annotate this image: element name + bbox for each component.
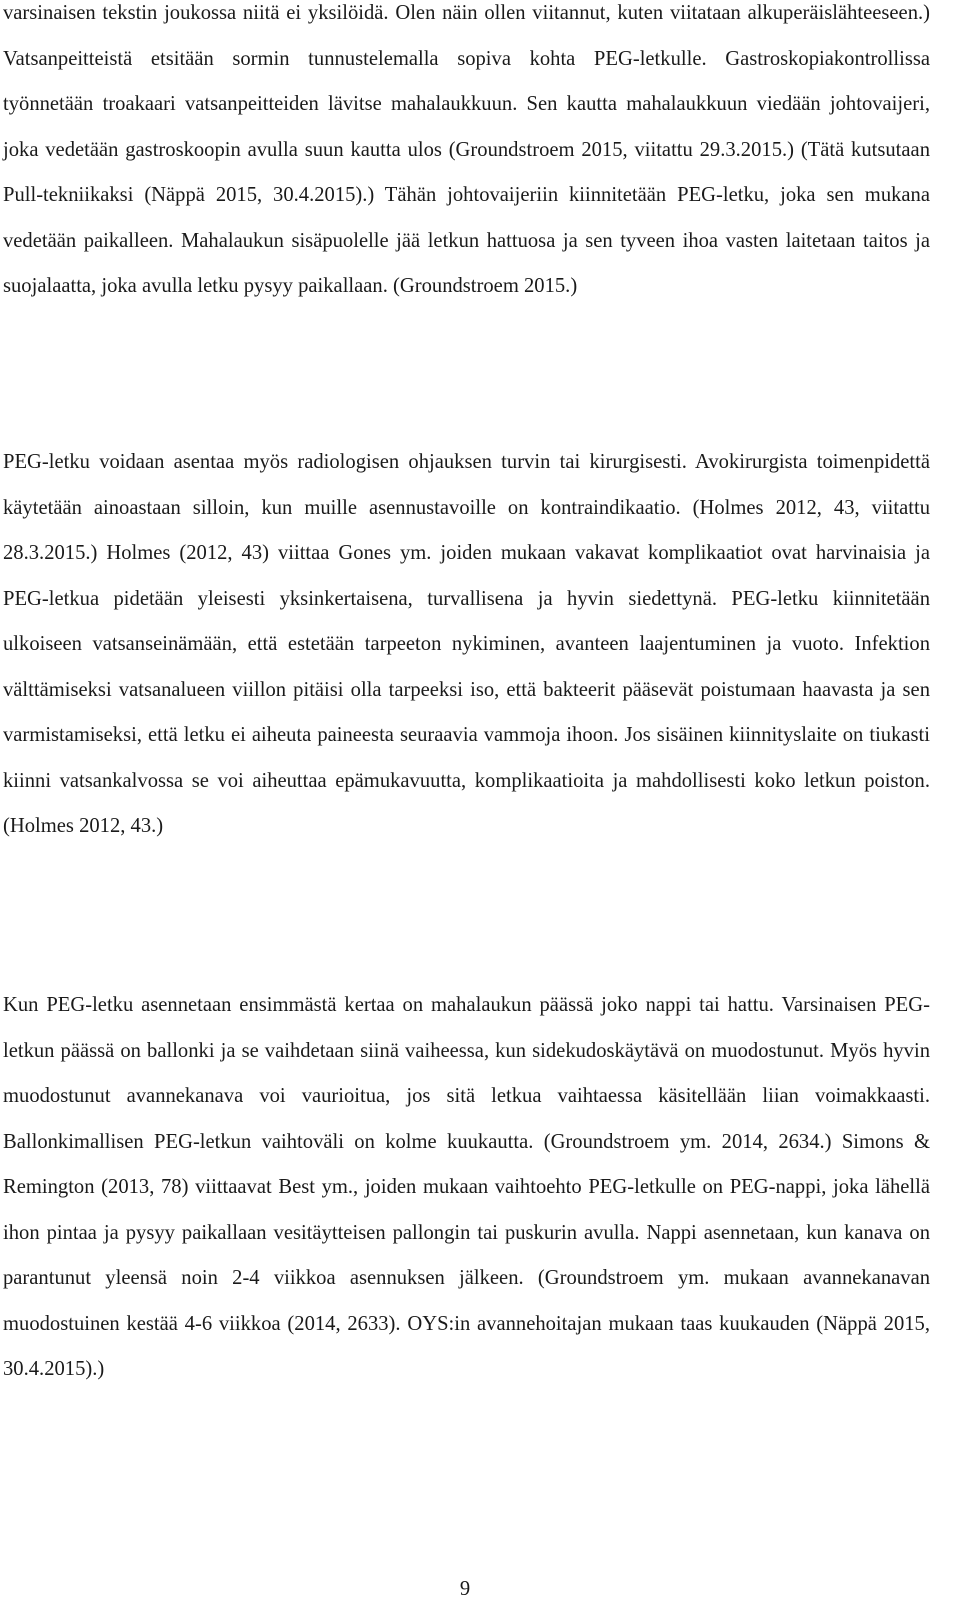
page-number: 9 <box>459 1578 471 1600</box>
paragraph-radiological-surgical: PEG-letku voidaan asentaa myös radiologisen ohjauksen turvin tai kirurgisesti. Avokirurgista toimenpidettä käytetään ainoastaan silloin, kun muille asennustavoille on kontraindikaatio. (Holmes 2012, 43, viitattu 28.3.2015.) Holmes (2012, 43) viittaa Gones ym. joiden mukaan vakavat komplikaatiot ovat harvinaisia ja PEG-letkua pidetään yleisesti yksinkertaisena, turvallisena ja hyvin siedettynä. PEG-letku kiinnitetään ulkoiseen vatsanseinämään, että estetään tarpeeton nykiminen, avanteen laajentuminen ja vuoto. Infektion välttämiseksi vatsanalueen viillon pitäisi olla tarpeeksi iso, että bakteerit pääsevät poistumaan haavasta ja sen varmistamiseksi, että letku ei aiheuta paineesta seuraavia vammoja ihoon. Jos sisäinen kiinnityslaite on tiukasti kiinni vatsankalvossa se voi aiheuttaa epämukavuutta, komplikaatioita ja mahdollisesti koko letkun poiston. (Holmes 2012, 43.) <box>3 451 930 837</box>
paragraph-peg-insertion: varsinaisen tekstin joukossa niitä ei yksilöidä. Olen näin ollen viitannut, kuten viitataan alkuperäislähteeseen.) Vatsanpeitteistä etsitään sormin tunnustelemalla sopiva kohta PEG-letkulle. Gastroskopiakontrollissa työnnetään troakaari vatsanpeitteiden lävitse mahalaukkuun. Sen kautta mahalaukkuun viedään johtovaijeri, joka vedetään gastroskoopin avulla suun kautta ulos (Groundstroem 2015, viitattu 29.3.2015.) (Tätä kutsutaan Pull-tekniikaksi (Näppä 2015, 30.4.2015).) Tähän johtovaijeriin kiinnitetään PEG-letku, joka sen mukana vedetään paikalleen. Mahalaukun sisäpuolelle jää letkun hattuosa ja sen tyveen ihoa vasten laitetaan taitos ja suojalaatta, joka avulla letku pysyy paikallaan. (Groundstroem 2015.) <box>3 2 930 297</box>
paragraph-peg-replacement: Kun PEG-letku asennetaan ensimmästä kertaa on mahalaukun päässä joko nappi tai hattu. Varsinaisen PEG-letkun päässä on ballonki ja se vaihdetaan siinä vaiheessa, kun sidekudoskäytävä on muodostunut. Myös hyvin muodostunut avannekanava voi vaurioitua, jos sitä letkua vaihtaessa käsitellään liian voimakkaasti. Ballonkimallisen PEG-letkun vaihtoväli on kolme kuukautta. (Groundstroem ym. 2014, 2634.) Simons & Remington (2013, 78) viittaavat Best ym., joiden mukaan vaihtoehto PEG-letkulle on PEG-nappi, joka lähellä ihon pintaa ja pysyy paikallaan vesitäytteisen pallongin tai puskurin avulla. Nappi asennetaan, kun kanava on parantunut yleensä noin 2-4 viikkoa asennuksen jälkeen. (Groundstroem ym. mukaan avannekanavan muodostuinen kestää 4-6 viikkoa (2014, 2633). OYS:in avannehoitajan mukaan taas kuukauden (Näppä 2015, 30.4.2015).) <box>3 994 930 1380</box>
